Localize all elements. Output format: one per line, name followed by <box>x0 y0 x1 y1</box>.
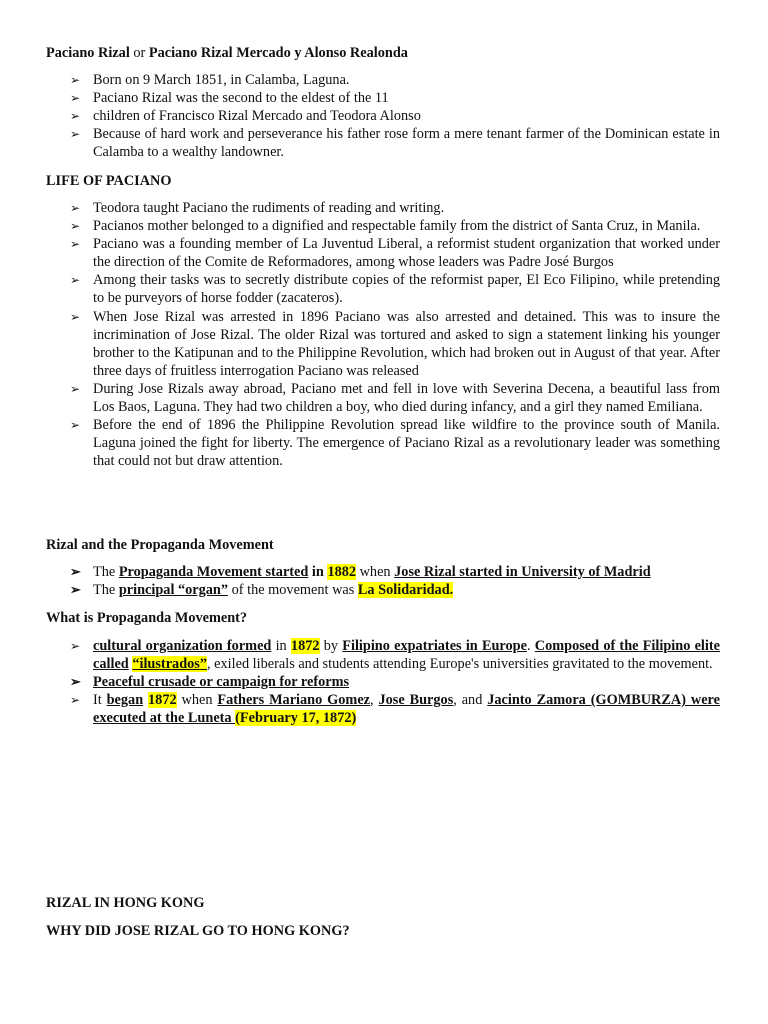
text-run: , <box>370 692 379 709</box>
list-item <box>70 637 720 673</box>
list-item-text: children of Francisco Rizal Mercado and Teodora Alonso <box>93 108 421 125</box>
heading-full-name: Paciano Rizal Mercado y Alonso Realonda <box>148 45 408 61</box>
arrowhead-bullet-icon: ➢ <box>70 674 81 690</box>
section-heading-propaganda-movement: Rizal and the Propaganda Movement <box>46 537 274 553</box>
heading-or: or <box>129 45 149 61</box>
text-run: in <box>271 638 291 654</box>
arrowhead-bullet-icon: ➢ <box>70 418 81 433</box>
list-item <box>70 71 720 89</box>
arrowhead-bullet-icon: ➢ <box>70 309 81 324</box>
text-run: Jacinto Zamora (GOMBURZA) were executed at the Luneta <box>93 692 720 727</box>
bullet-list-what-is <box>70 637 720 727</box>
arrowhead-bullet-icon: ➢ <box>70 582 81 598</box>
text-run: began <box>106 692 144 709</box>
section-heading-what-is-propaganda: What is Propaganda Movement? <box>46 610 248 626</box>
text-run: of the movement was <box>228 582 358 599</box>
list-item <box>70 89 720 107</box>
arrowhead-bullet-icon: ➢ <box>70 273 81 288</box>
highlighted-date: (February 17, 1872) <box>235 710 357 727</box>
list-item-text: Pacianos mother belonged to a dignified and respectable family from the district of Santa Cruz, in Manila. <box>93 218 701 235</box>
list-item <box>70 199 720 217</box>
list-item-text: Born on 9 March 1851, in Calamba, Laguna. <box>93 72 350 88</box>
list-item <box>70 308 720 380</box>
bullet-list-life <box>70 199 720 470</box>
list-item-text: Paciano was a founding member of La Juventud Liberal, a reformist student organization that worked under the direction of the Comite de Reformadores, among whose leaders was Padre José Burgos <box>93 236 720 271</box>
arrowhead-bullet-icon: ➢ <box>70 127 81 142</box>
text-run: , and <box>453 692 488 709</box>
text-run: . <box>526 638 535 654</box>
list-item-text: Because of hard work and perseverance his father rose form a mere tenant farmer of the Dominican estate in Calamba to a wealthy landowner. <box>93 126 720 161</box>
highlighted-term: “ilustrados” <box>132 656 208 673</box>
list-item <box>70 217 720 235</box>
list-item <box>70 673 720 691</box>
text-run: Jose Burgos <box>378 692 454 709</box>
arrowhead-bullet-icon: ➢ <box>70 381 81 396</box>
highlighted-publication: La Solidaridad. <box>357 582 454 599</box>
text-run: by <box>319 638 343 654</box>
bullet-list-propaganda <box>70 563 720 599</box>
text-run: when <box>356 564 395 580</box>
arrowhead-bullet-icon: ➢ <box>70 693 81 708</box>
list-item <box>70 125 720 161</box>
list-item-text: Peaceful crusade or campaign for reforms <box>93 674 350 691</box>
text-run: Fathers Mariano Gomez <box>217 692 371 709</box>
list-item-text: Teodora taught Paciano the rudiments of reading and writing. <box>93 200 445 216</box>
section-heading-paciano <box>46 44 408 62</box>
bullet-list-paciano <box>70 71 720 161</box>
highlighted-year: 1882 <box>327 564 357 580</box>
text-run: in <box>308 564 328 580</box>
arrowhead-bullet-icon: ➢ <box>70 109 81 124</box>
heading-name: Paciano Rizal <box>46 45 130 61</box>
list-item <box>70 416 720 470</box>
text-run: Propaganda Movement started <box>118 564 309 580</box>
list-item-text: When Jose Rizal was arrested in 1896 Paciano was also arrested and detained. This was to insure the incrimination of Jose Rizal. The older Rizal was tortured and asked to sign a statement linking his younger brother to the Katipunan and to the Philippine Revolution, which had broken out in August of that year. After three days of fruitless interrogation Paciano was released <box>93 308 720 379</box>
text-run: , exiled liberals and students attending Europe's universities gravitated to the movement. <box>207 656 713 673</box>
list-item <box>70 581 720 599</box>
highlighted-year: 1872 <box>148 692 177 709</box>
arrowhead-bullet-icon: ➢ <box>70 639 81 653</box>
text-run: cultural organization formed <box>93 638 272 654</box>
list-item <box>70 380 720 416</box>
list-item <box>70 235 720 271</box>
list-item <box>70 107 720 125</box>
text-run: Composed of the Filipino elite called <box>93 638 720 673</box>
highlighted-year: 1872 <box>290 638 320 654</box>
arrowhead-bullet-icon: ➢ <box>70 201 81 215</box>
list-item-text: Among their tasks was to secretly distribute copies of the reformist paper, El Eco Filipino, while pretending to be purveyors of horse fodder (zacateros). <box>93 272 720 307</box>
arrowhead-bullet-icon: ➢ <box>70 91 81 106</box>
list-item-text: During Jose Rizals away abroad, Paciano met and fell in love with Severina Decena, a beautiful lass from Los Baos, Laguna. They had two children a boy, who died during infancy, and a girl they named Emiliana. <box>93 380 720 416</box>
arrowhead-bullet-icon: ➢ <box>70 237 81 252</box>
list-item <box>70 271 720 307</box>
arrowhead-bullet-icon: ➢ <box>70 73 81 87</box>
text-run: The <box>93 564 119 580</box>
list-item-text: Paciano Rizal was the second to the eldest of the 11 <box>93 90 389 107</box>
text-run: principal “organ” <box>118 582 229 599</box>
text-run: when <box>176 692 218 709</box>
section-heading-rizal-in-hong-kong: RIZAL IN HONG KONG <box>46 895 205 911</box>
section-heading-life-of-paciano: LIFE OF PACIANO <box>46 173 172 189</box>
arrowhead-bullet-icon: ➢ <box>70 564 81 579</box>
section-heading-why-hong-kong: WHY DID JOSE RIZAL GO TO HONG KONG? <box>46 923 350 939</box>
text-run: Filipino expatriates in Europe <box>342 638 527 654</box>
list-item <box>70 563 720 581</box>
list-item-text: Before the end of 1896 the Philippine Revolution spread like wildfire to the province south of Manila. Laguna joined the fight for liberty. The emergence of Paciano Rizal as a revolutionary leader was something that could not but draw attention. <box>93 417 720 470</box>
text-run: The <box>93 582 119 599</box>
text-run: Jose Rizal started in University of Madrid <box>394 564 651 580</box>
arrowhead-bullet-icon: ➢ <box>70 219 81 234</box>
list-item <box>70 691 720 727</box>
text-run: It <box>93 692 107 709</box>
